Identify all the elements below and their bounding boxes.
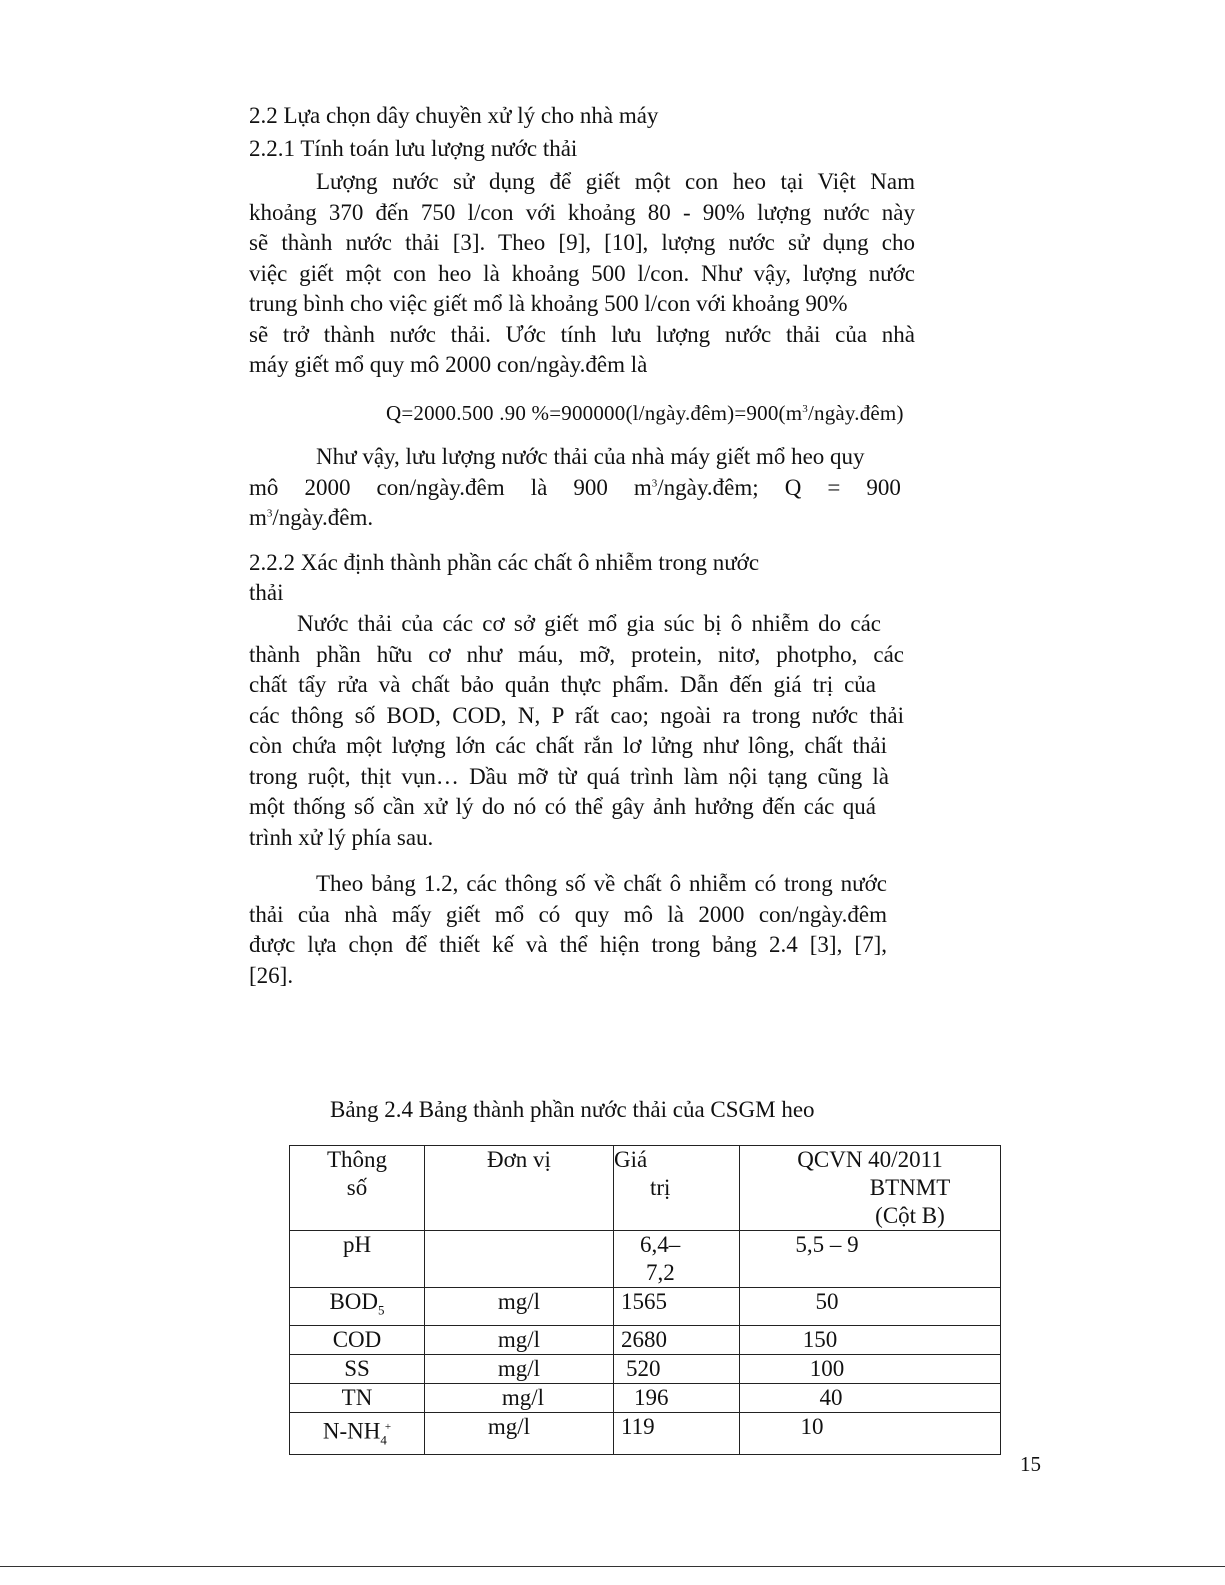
- para1-line: trung bình cho việc giết mổ là khoảng 500 l/con với khoảng 90%: [249, 291, 848, 316]
- cell-value: 119: [614, 1412, 740, 1454]
- para3-line: Nước thải của các cơ sở giết mổ gia súc bị ô nhiễm do các: [297, 611, 881, 636]
- para4-line: được lựa chọn để thiết kế và thể hiện trong bảng 2.4 [3], [7],: [249, 932, 887, 957]
- cell-unit: mg/l: [425, 1383, 614, 1412]
- table-caption: Bảng 2.4 Bảng thành phần nước thải của CSGM heo: [330, 1097, 815, 1122]
- para2-line: Như vậy, lưu lượng nước thải của nhà máy giết mổ heo quy: [316, 444, 865, 469]
- formula-unit-2-sup: 3: [802, 403, 808, 415]
- para2-line: [249, 473, 901, 504]
- para2-word: =: [827, 474, 841, 500]
- paragraph-pollutants: [249, 609, 904, 853]
- table-header-row: [290, 1146, 1001, 1231]
- para4-line: Theo bảng 1.2, các thông số về chất ô nhiễm có trong nước: [316, 871, 887, 896]
- para1-line: sẽ trở thành nước thải. Ước tính lưu lượng nước thải của nhà: [249, 321, 915, 347]
- para3-line: chất tẩy rửa và chất bảo quản thực phẩm. Dẫn đến giá trị của: [249, 672, 876, 697]
- para1-line: khoảng 370 đến 750 l/con với khoảng 80 - 90% lượng nước này: [249, 199, 915, 225]
- cell-param: $BOD_5$: [290, 1288, 425, 1326]
- cell-param: TN: [290, 1383, 425, 1412]
- para3-line: còn chứa một lượng lớn các chất rắn lơ lửng như lông, chất thải: [249, 733, 887, 758]
- para2-unit: $m^3/ngày.đêm$;: [633, 474, 759, 500]
- paragraph-flow-result: [249, 442, 904, 534]
- section-title-2-2: 2.2 Lựa chọn dây chuyền xử lý cho nhà máy: [249, 103, 659, 128]
- cell-standard: 150: [740, 1325, 1001, 1354]
- para2-word: con/ngày.đêm: [376, 474, 505, 500]
- para3-line: các thông số BOD, COD, N, P rất cao; ngoài ra trong nước thải: [249, 702, 904, 728]
- cell-standard: 50: [740, 1288, 1001, 1326]
- table-row: [290, 1412, 1001, 1454]
- cell-standard: 40: [740, 1383, 1001, 1412]
- cell-value: 196: [614, 1383, 740, 1412]
- header-value: Giá trị: [614, 1146, 740, 1231]
- table-row: [290, 1325, 1001, 1354]
- para3-line: thành phần hữu cơ như máu, mỡ, protein, nitơ, photpho, các: [249, 641, 904, 667]
- header-standard: QCVN 40/2011 BTNMT (Cột B): [740, 1146, 1001, 1231]
- cell-unit: mg/l: [425, 1412, 614, 1454]
- cell-standard: 10: [740, 1412, 1001, 1454]
- formula-unit-2-pre: (m: [778, 401, 803, 425]
- section-title-2-2-2: 2.2.2 Xác định thành phần các chất ô nhiễm trong nước: [249, 550, 760, 575]
- cell-value: 6,4– 7,2: [614, 1231, 740, 1288]
- wastewater-composition-table: [289, 1145, 1001, 1455]
- paragraph-water-usage: [249, 167, 915, 381]
- cell-unit: mg/l: [425, 1354, 614, 1383]
- cell-value: 520: [614, 1354, 740, 1383]
- page-bottom-rule: [0, 1566, 1225, 1567]
- header-param: Thông số: [290, 1146, 425, 1231]
- para2-word: 900: [866, 474, 901, 500]
- para2-word: 900: [573, 474, 608, 500]
- cell-param: SS: [290, 1354, 425, 1383]
- section-title-2-2-2-cont: thải: [249, 580, 284, 605]
- cell-unit: mg/l: [425, 1288, 614, 1326]
- para2-word: là: [530, 474, 548, 500]
- table-row: [290, 1231, 1001, 1288]
- table-row: [290, 1383, 1001, 1412]
- flow-formula: [386, 401, 904, 426]
- cell-value: 2680: [614, 1325, 740, 1354]
- table-row: [290, 1288, 1001, 1326]
- cell-unit: [425, 1231, 614, 1288]
- para2-word: Q: [784, 474, 802, 500]
- header-unit: Đơn vị: [425, 1146, 614, 1231]
- cell-standard: 5,5 – 9: [740, 1231, 1001, 1288]
- para4-line: [26].: [249, 962, 294, 988]
- para3-line: trình xử lý phía sau.: [249, 824, 434, 850]
- para2-word: 2000: [304, 474, 351, 500]
- para1-line: việc giết một con heo là khoảng 500 l/con. Như vậy, lượng nước: [249, 260, 915, 286]
- formula-left: Q=2000.500 .90 %=900000: [386, 401, 626, 425]
- section-title-2-2-1: 2.2.1 Tính toán lưu lượng nước thải: [249, 136, 578, 161]
- cell-param: $N-NH_4^+$: [290, 1412, 425, 1454]
- paragraph-table-ref: [249, 869, 887, 991]
- cell-unit: mg/l: [425, 1325, 614, 1354]
- formula-unit-2-post: /ngày.đêm): [807, 401, 904, 425]
- para1-line: sẽ thành nước thải [3]. Theo [9], [10], lượng nước sử dụng cho: [249, 230, 915, 255]
- para1-line: Lượng nước sử dụng để giết một con heo tại Việt Nam: [316, 169, 915, 194]
- para3-line: một thống số cần xử lý do nó có thể gây ảnh hưởng đến các quá: [249, 794, 876, 819]
- cell-standard: 100: [740, 1354, 1001, 1383]
- cell-value: 1565: [614, 1288, 740, 1326]
- para2-word: mô: [249, 474, 279, 500]
- table-row: [290, 1354, 1001, 1383]
- para2-line: $m^3/ngày.đêm$.: [249, 505, 374, 530]
- para1-line: máy giết mổ quy mô 2000 con/ngày.đêm là: [249, 352, 648, 377]
- para4-line: thải của nhà mấy giết mổ có quy mô là 2000 con/ngày.đêm: [249, 901, 887, 927]
- cell-param: pH: [290, 1231, 425, 1288]
- page-number: 15: [1020, 1452, 1041, 1476]
- para3-line: trong ruột, thịt vụn… Dầu mỡ từ quá trình làm nội tạng cũng là: [249, 763, 889, 789]
- formula-unit-1: (l/ngày.đêm)=900: [625, 401, 779, 425]
- cell-param: COD: [290, 1325, 425, 1354]
